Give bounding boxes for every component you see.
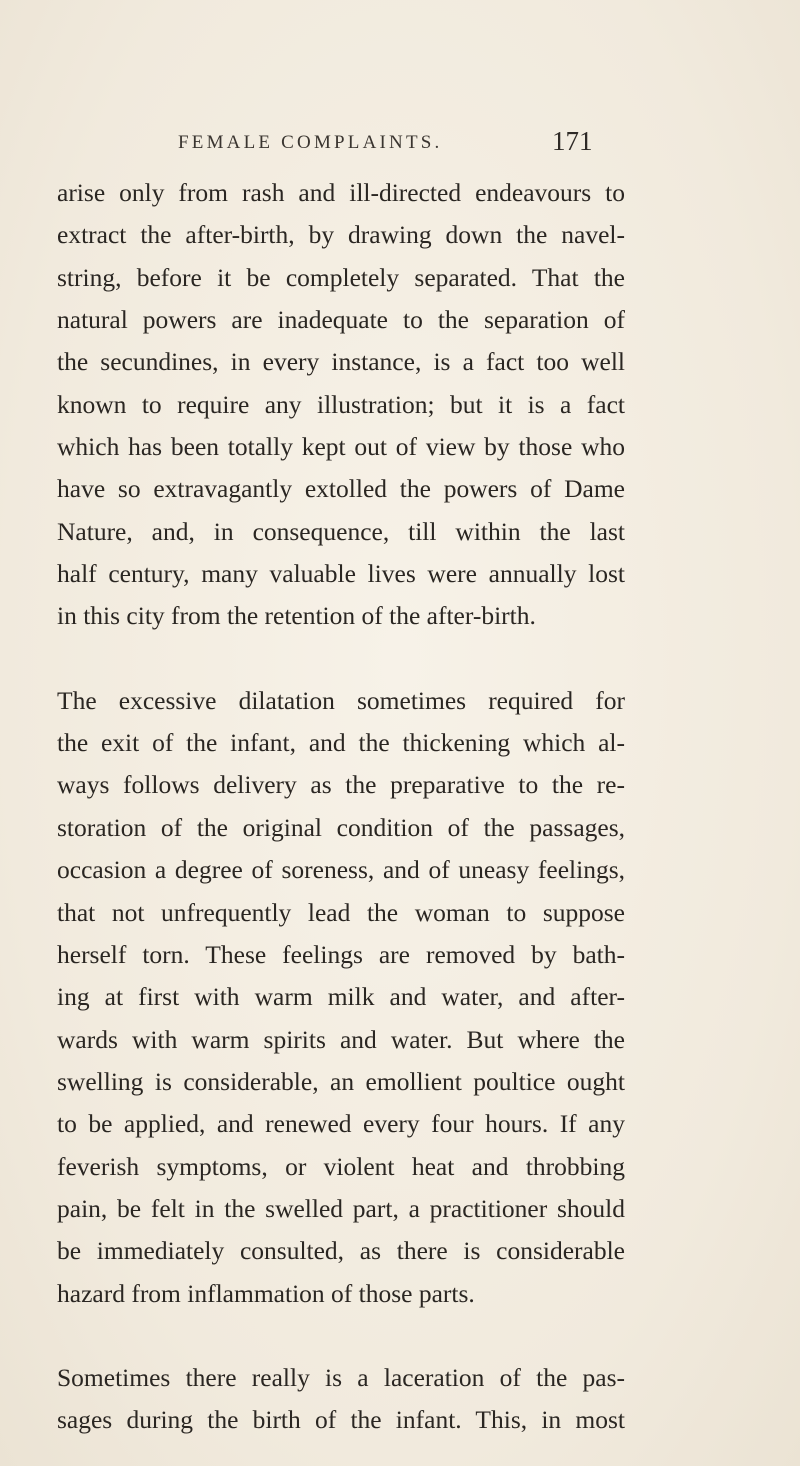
text-line: the exit of the infant, and the thickening which al- <box>57 728 625 758</box>
page-number: 171 <box>552 126 593 156</box>
page-header <box>0 122 800 162</box>
text-line: that not unfrequently lead the woman to suppose <box>57 897 625 927</box>
paragraph-spacer <box>57 638 625 680</box>
text-line: sages during the birth of the infant. This, in most <box>57 1405 625 1435</box>
text-line: swelling is considerable, an emollient poultice ought <box>57 1066 625 1096</box>
text-line: the secundines, in every instance, is a fact too well <box>57 347 625 377</box>
text-line: Nature, and, in consequence, till within the last <box>57 516 625 546</box>
paragraph-3 <box>57 1357 625 1442</box>
text-line: Sometimes there really is a laceration of the pas- <box>57 1362 625 1392</box>
text-line: known to require any illustration; but it is a fact <box>57 389 625 419</box>
text-line: natural powers are inadequate to the separation of <box>57 305 625 335</box>
text-line: have so extravagantly extolled the powers of Dame <box>57 474 625 504</box>
running-head: FEMALE COMPLAINTS. <box>178 132 443 153</box>
text-line: half century, many valuable lives were annually lost <box>57 559 625 589</box>
text-line: wards with warm spirits and water. But where the <box>57 1024 625 1054</box>
text-line: arise only from rash and ill-directed endeavours to <box>57 178 625 207</box>
text-line: storation of the original condition of the passages, <box>57 812 625 842</box>
text-line: ways follows delivery as the preparative to the re- <box>57 770 625 800</box>
text-line: pain, be felt in the swelled part, a practitioner should <box>57 1193 625 1223</box>
text-line: hazard from inflammation of those parts. <box>57 1278 475 1308</box>
text-line: to be applied, and renewed every four hours. If any <box>57 1109 625 1139</box>
text-line: extract the after-birth, by drawing down the navel- <box>57 220 625 250</box>
text-line: be immediately consulted, as there is considerable <box>57 1236 625 1266</box>
text-line: ing at first with warm milk and water, and after- <box>57 982 625 1012</box>
text-line: which has been totally kept out of view by those who <box>57 432 625 462</box>
paragraph-1 <box>57 172 625 638</box>
text-line: herself torn. These feelings are removed by bath- <box>57 939 625 969</box>
text-line: occasion a degree of soreness, and of uneasy feelings, <box>57 855 625 885</box>
paragraph-2 <box>57 680 625 1315</box>
body-text <box>57 172 625 1442</box>
text-line: The excessive dilatation sometimes required for <box>57 685 625 715</box>
text-line: string, before it be completely separated. That the <box>57 262 625 292</box>
text-line: feverish symptoms, or violent heat and throbbing <box>57 1151 625 1181</box>
paragraph-spacer <box>57 1315 625 1357</box>
text-line: in this city from the retention of the after-birth. <box>57 601 536 631</box>
